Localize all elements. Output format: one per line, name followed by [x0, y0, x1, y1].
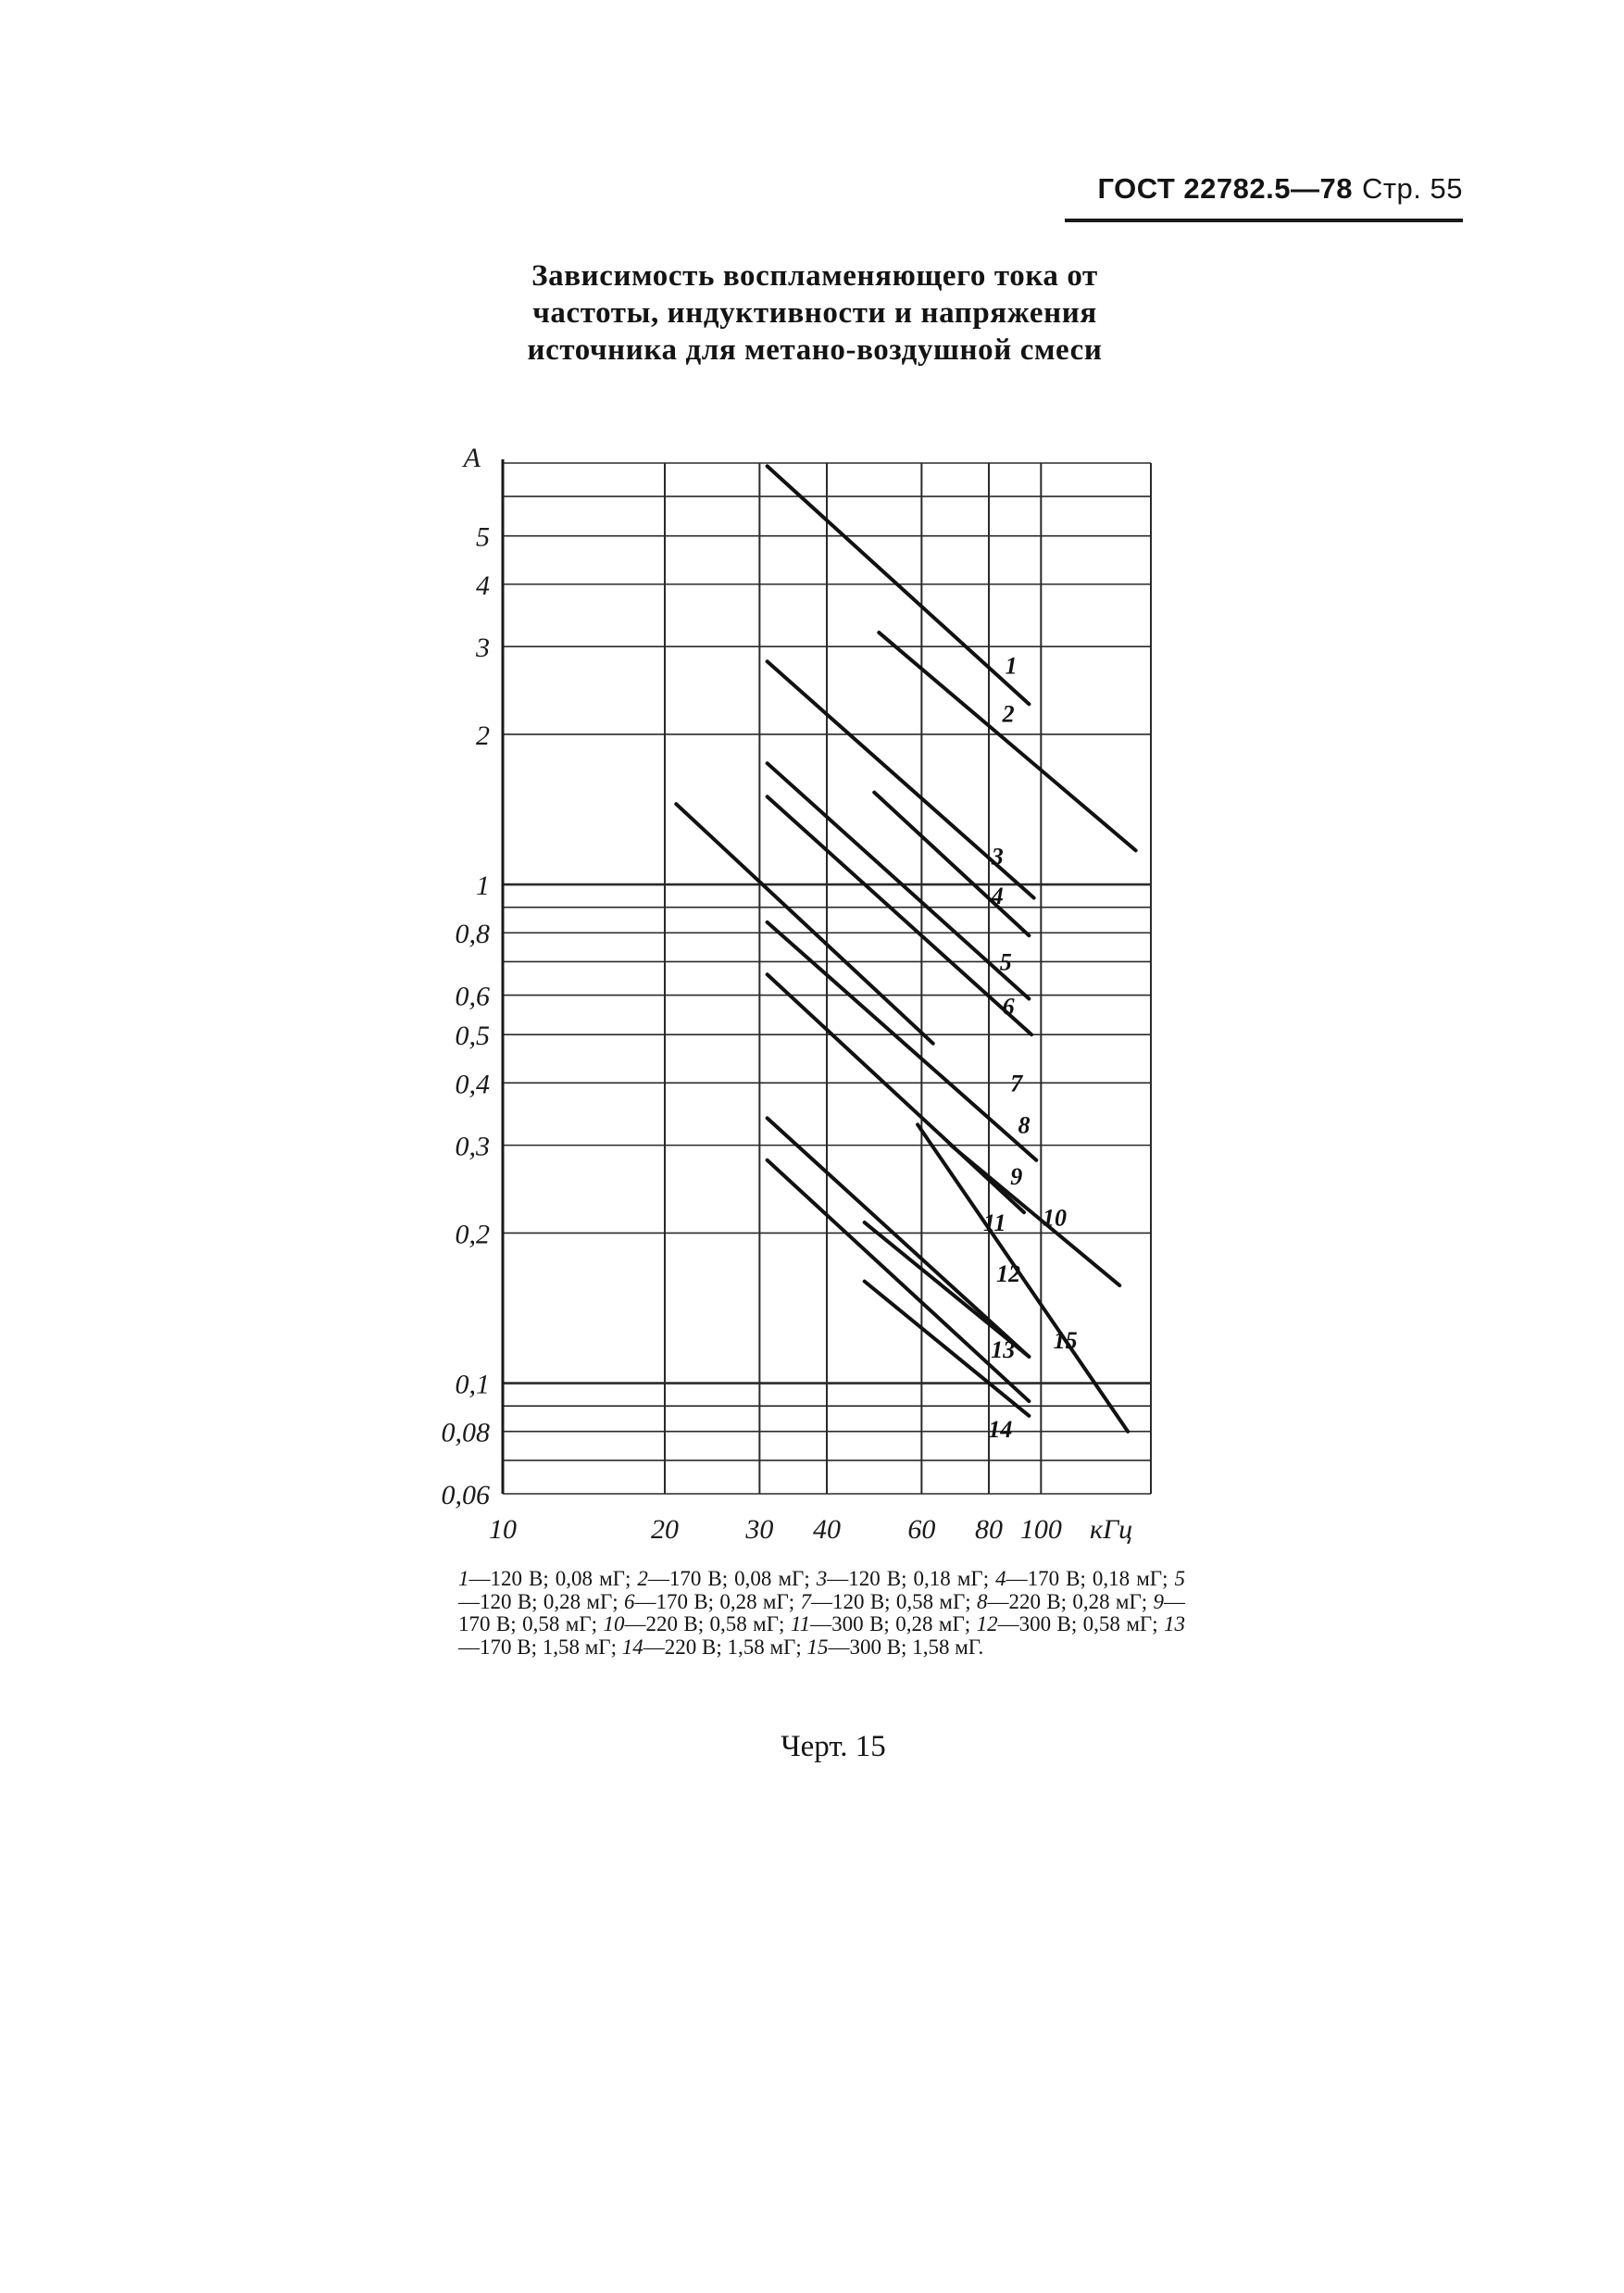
x-tick-label: 80 [975, 1514, 1003, 1545]
legend-item-number: 12 [976, 1612, 998, 1635]
y-tick-label: 4 [476, 570, 490, 601]
series-line-8 [768, 922, 1037, 1160]
y-tick-label: 0,8 [455, 919, 490, 950]
series-number-label: 2 [1002, 700, 1015, 728]
series-line-15 [918, 1124, 1128, 1431]
series-number-label: 13 [991, 1335, 1016, 1363]
series-number-label: 14 [988, 1415, 1013, 1443]
series-number-label: 11 [982, 1209, 1006, 1237]
series-line-10 [951, 1146, 1119, 1288]
legend-item [977, 1590, 1147, 1613]
legend-item-text: —120 В; 0,18 мГ; [827, 1567, 990, 1590]
legend-item [801, 1590, 971, 1613]
y-tick-label: 0,3 [455, 1131, 490, 1162]
legend-item [458, 1567, 631, 1590]
legend-item-text: —170 В; 0,28 мГ; [634, 1589, 795, 1613]
legend-item-number: 9 [1153, 1589, 1164, 1613]
legend-item-text: —120 В; 0,28 мГ; [458, 1589, 618, 1613]
x-tick-label: 20 [651, 1514, 679, 1545]
legend-item [995, 1567, 1168, 1590]
legend-item-text: —120 В; 0,08 мГ; [468, 1567, 631, 1590]
x-axis-label: кГц [1090, 1514, 1133, 1545]
legend-item-number: 3 [816, 1567, 828, 1590]
series-number-label: 1 [1005, 652, 1018, 680]
y-tick-label: 5 [476, 521, 490, 553]
legend-item-number: 4 [995, 1567, 1006, 1590]
legend-item-text: —220 В; 0,58 мГ; [624, 1612, 785, 1635]
y-tick-label: 0,06 [441, 1480, 490, 1510]
chart-title-line-3: источника для метано-воздушной смеси [527, 333, 1103, 367]
series-number-label: 4 [991, 883, 1004, 910]
legend-item-text: —170 В; 0,58 мГ; [458, 1589, 1185, 1635]
legend-item-text: —170 В; 0,18 мГ; [1006, 1567, 1168, 1590]
x-tick-label: 60 [907, 1514, 936, 1545]
y-tick-label: 3 [476, 633, 490, 664]
page-number: Стр. 55 [1361, 172, 1463, 205]
series-number-label: 10 [1043, 1204, 1068, 1232]
legend-item-number: 15 [806, 1635, 829, 1659]
y-axis-label: A [463, 443, 481, 473]
y-tick-label: 0,5 [455, 1021, 490, 1052]
y-tick-label: 0,1 [455, 1369, 490, 1400]
y-tick-label: 0,08 [441, 1417, 490, 1448]
legend-item [817, 1567, 989, 1590]
series-number-label: 6 [1002, 993, 1015, 1021]
legend-item-number: 6 [624, 1589, 635, 1613]
legend-item [637, 1567, 809, 1590]
chart-series [676, 466, 1135, 1431]
series-number-label: 8 [1018, 1111, 1031, 1139]
series-number-label: 12 [996, 1260, 1021, 1288]
chart-title-line-2: частоты, индуктивности и напряжения [532, 296, 1097, 330]
series-number-label: 15 [1053, 1327, 1078, 1355]
x-tick-label: 100 [1019, 1514, 1062, 1545]
series-number-label: 3 [991, 843, 1004, 871]
legend-item-number: 10 [603, 1612, 625, 1635]
legend-item-text: —220 В; 0,28 мГ; [987, 1589, 1148, 1613]
legend-item [622, 1635, 802, 1659]
legend-item [806, 1635, 983, 1659]
legend-item-number: 11 [790, 1612, 811, 1635]
chart-legend [458, 1568, 1185, 1659]
legend-item-number: 1 [458, 1567, 469, 1590]
legend-item-text: —220 В; 1,58 мГ; [643, 1635, 802, 1659]
legend-item-text: —170 В; 0,08 мГ; [647, 1567, 810, 1590]
legend-item [977, 1612, 1158, 1635]
legend-item [791, 1612, 970, 1635]
legend-item-text: —120 В; 0,58 мГ; [811, 1589, 971, 1613]
document-code: ГОСТ 22782.5—78 [1097, 172, 1353, 205]
series-line-5 [768, 796, 1031, 1034]
y-tick-label: 1 [476, 871, 490, 902]
legend-item-number: 13 [1164, 1612, 1186, 1635]
y-tick-label: 0,6 [455, 981, 490, 1012]
legend-item-number: 7 [800, 1589, 811, 1613]
series-number-label: 7 [1010, 1070, 1023, 1097]
series-number-label: 9 [1010, 1163, 1023, 1191]
legend-item-text: —300 В; 1,58 мГ. [828, 1635, 984, 1659]
series-number-label: 5 [999, 948, 1012, 976]
legend-item-text: —170 В; 1,58 мГ; [458, 1635, 617, 1659]
legend-item-text: —300 В; 0,28 мГ; [810, 1612, 971, 1635]
legend-item-number: 5 [1174, 1567, 1185, 1590]
legend-item-number: 8 [977, 1589, 988, 1613]
legend-item-number: 2 [637, 1567, 648, 1590]
x-tick-label: 30 [745, 1514, 774, 1545]
y-tick-label: 0,2 [455, 1219, 490, 1250]
legend-item-number: 14 [621, 1635, 643, 1659]
x-tick-label: 10 [489, 1514, 517, 1545]
legend-item-text: —300 В; 0,58 мГ; [997, 1612, 1158, 1635]
legend-item [624, 1590, 794, 1613]
y-tick-label: 2 [476, 720, 490, 751]
chart-title-line-1: Зависимость воспламеняющего тока от [531, 259, 1098, 293]
figure-caption: Черт. 15 [781, 1730, 886, 1763]
y-tick-label: 0,4 [455, 1069, 490, 1100]
legend-item [603, 1612, 784, 1635]
x-tick-label: 40 [813, 1514, 841, 1545]
